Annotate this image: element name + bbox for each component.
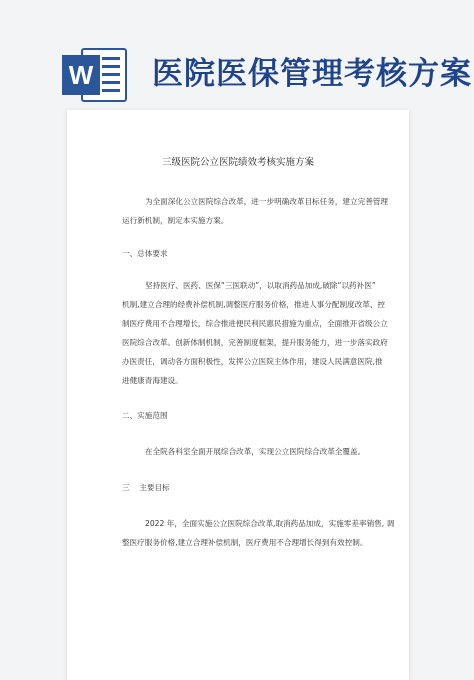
section-3-heading: 三 主要目标 <box>122 483 170 492</box>
section-2-body: 在全院各科室全面开展综合改革，实现公立医院综合改革全覆盖。 <box>145 447 366 456</box>
section-1-heading: 一、总体要求 <box>122 249 168 258</box>
header-banner <box>0 0 474 108</box>
section-1-line-5: 办医责任，调动各方面积极性，发挥公立医院主体作用，建设人民满意医院,推 <box>122 357 383 366</box>
word-document-icon <box>60 45 130 105</box>
intro-line-2: 运行新机制，制定本实施方案。 <box>122 216 229 225</box>
section-1-line-1: 坚持医疗、医药、医保“三医联动”，以取消药品加成,破除“以药补医” <box>145 281 376 290</box>
section-3-line-1: 2022 年，全面实施公立医院综合改革,取消药品加成，实施零差率销售, 调 <box>145 519 395 528</box>
section-1-line-4: 医院综合改革。创新体制机制，完善制度框架，提升服务能力，进一步落实政府 <box>122 338 388 347</box>
document-page <box>67 110 409 680</box>
intro-line-1: 为全面深化公立医院综合改革，进一步明确改革目标任务，建立完善管理 <box>145 197 388 206</box>
section-3-line-2: 整医疗服务价格,建立合理补偿机制，医疗费用不合理增长得到有效控制。 <box>122 538 368 547</box>
section-1-line-6: 进健康青海建设。 <box>122 376 183 385</box>
banner-title: 医院医保管理考核方案 <box>152 56 472 92</box>
word-icon-letter: W <box>68 60 94 90</box>
section-1-line-2: 机制,建立合理的经费补偿机制,调整医疗服务价格，推进人事分配制度改革、控 <box>122 300 386 309</box>
section-1-line-3: 制医疗费用不合理增长，综合推进便民利民惠民措施为重点，全面推开省级公立 <box>122 319 388 328</box>
document-title: 三级医院公立医院绩效考核实施方案 <box>161 157 314 168</box>
section-2-heading: 二、实施范围 <box>122 411 168 420</box>
